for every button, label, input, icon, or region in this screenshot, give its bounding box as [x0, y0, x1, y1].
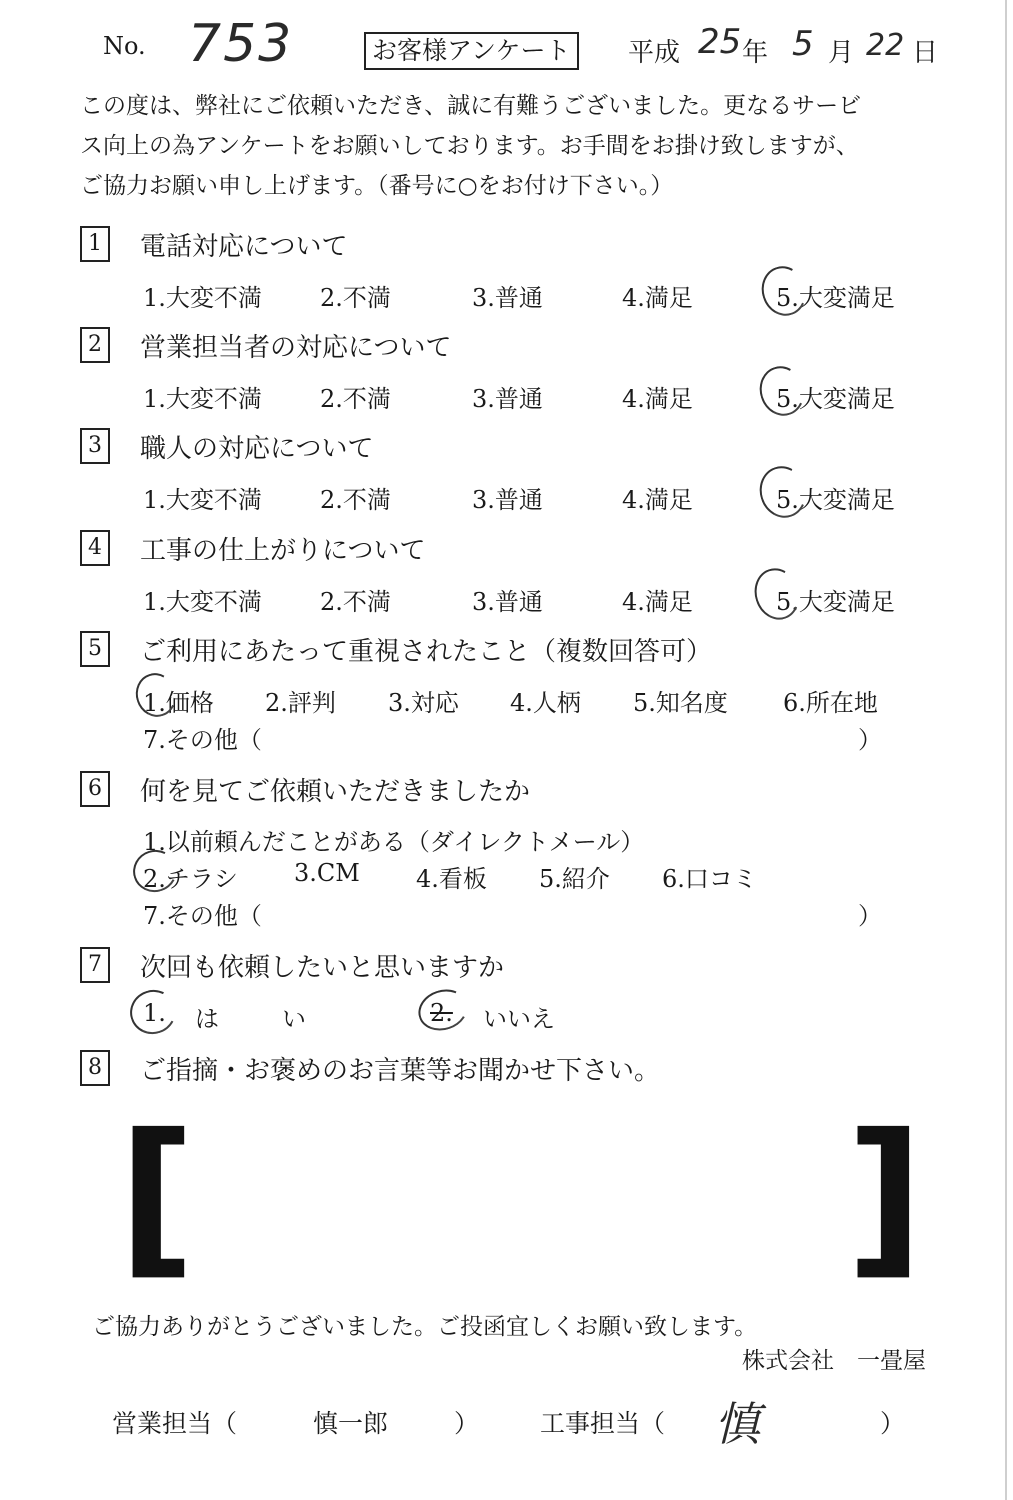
option: 2.評判: [265, 689, 336, 717]
option: 1.大変不満: [143, 588, 262, 616]
option-selected: 5.大変満足: [776, 588, 895, 616]
handwritten-circle-mark: [124, 984, 181, 1040]
option: 6.所在地: [783, 689, 878, 717]
option: 3.CM: [294, 859, 360, 887]
option: 5.知名度: [633, 689, 728, 717]
question-number-box: 3: [80, 428, 110, 464]
intro-line: ス向上の為アンケートをお願いしております。お手間をお掛け致しますが、: [80, 133, 859, 159]
option: 1.大変不満: [143, 284, 262, 312]
option: 1.大変不満: [143, 486, 262, 514]
company-name: 株式会社 一畳屋: [742, 1348, 926, 1374]
question-text: ご指摘・お褒めのお言葉等お聞かせ下さい。: [140, 1056, 661, 1086]
option: 2.不満: [320, 588, 391, 616]
question-number-box: 7: [80, 947, 110, 983]
option-yes-part: は: [195, 1005, 219, 1033]
option-selected: 1.価格: [143, 689, 214, 717]
option: 4.人柄: [510, 689, 581, 717]
construction-rep-close: ）: [880, 1409, 906, 1438]
option-struck-number: 2.: [430, 999, 453, 1027]
option: 2.不満: [320, 486, 391, 514]
handwritten-day: 22: [866, 28, 905, 63]
option-selected-number: 1.: [143, 999, 166, 1027]
option-selected: 5.大変満足: [776, 486, 895, 514]
question-text: 職人の対応について: [140, 434, 374, 464]
era-label: 平成: [628, 38, 681, 68]
question-text: 営業担当者の対応について: [140, 333, 452, 363]
question-text: 次回も依頼したいと思いますか: [140, 953, 505, 983]
question-text: 電話対応について: [140, 232, 348, 262]
option: 3.普通: [472, 385, 543, 413]
comment-bracket-open: [: [118, 1098, 196, 1296]
option: 6.口コミ: [662, 865, 757, 893]
number-label: No.: [103, 32, 146, 60]
sales-rep-close: ）: [454, 1409, 480, 1438]
option: 4.満足: [622, 486, 693, 514]
option: 1.大変不満: [143, 385, 262, 413]
sales-rep-name: 慎一郎: [313, 1409, 389, 1438]
question-number-box: 2: [80, 327, 110, 363]
option-selected: 5.大変満足: [776, 385, 895, 413]
option: いいえ: [483, 1005, 555, 1033]
option-other: 7.その他（: [143, 726, 262, 754]
question-number-box: 1: [80, 226, 110, 262]
option: 3.普通: [472, 486, 543, 514]
construction-rep-handwritten-name: 慎: [714, 1397, 760, 1451]
question-text: 工事の仕上がりについて: [140, 536, 426, 566]
question-text: ご利用にあたって重視されたこと（複数回答可）: [140, 637, 713, 667]
intro-paragraph: [80, 86, 861, 206]
intro-line: この度は、弊社にご依頼いただき、誠に有難うございました。更なるサービ: [80, 93, 862, 119]
option: 2.不満: [320, 385, 391, 413]
year-unit: 年: [742, 38, 769, 68]
thanks-text: ご協力ありがとうございました。ご投函宜しくお願い致します。: [92, 1314, 758, 1340]
option-other: 7.その他（: [143, 902, 262, 930]
option-other-close: ）: [858, 726, 882, 754]
handwritten-year: 25: [698, 22, 742, 62]
sales-rep-label: 営業担当（: [112, 1409, 238, 1438]
option: 3.普通: [472, 284, 543, 312]
option: 4.満足: [622, 385, 693, 413]
question-number-box: 4: [80, 530, 110, 566]
month-unit: 月: [828, 38, 855, 68]
option: 5.紹介: [539, 865, 610, 893]
handwritten-scribble-mark: [413, 983, 473, 1036]
option: 3.対応: [388, 689, 459, 717]
scan-edge: [1005, 0, 1007, 1500]
option: 2.不満: [320, 284, 391, 312]
option-other-close: ）: [858, 902, 882, 930]
option-selected: 5.大変満足: [776, 284, 895, 312]
question-text: 何を見てご依頼いただきましたか: [140, 777, 531, 807]
option: 4.看板: [416, 865, 487, 893]
option-selected: 2.チラシ: [143, 865, 238, 893]
comment-bracket-close: ]: [846, 1098, 924, 1296]
question-number-box: 5: [80, 631, 110, 667]
option: 1.以前頼んだことがある（ダイレクトメール）: [143, 828, 645, 856]
question-number-box: 6: [80, 771, 110, 807]
question-number-box: 8: [80, 1050, 110, 1086]
intro-line: ご協力お願い申し上げます。（番号に○をお付け下さい。）: [80, 173, 674, 199]
survey-title: お客様アンケート: [364, 32, 579, 70]
option-yes-part: い: [282, 1005, 306, 1033]
option: 3.普通: [472, 588, 543, 616]
option: 4.満足: [622, 588, 693, 616]
day-unit: 日: [912, 38, 939, 68]
option: 4.満足: [622, 284, 693, 312]
handwritten-number: 753: [188, 14, 294, 74]
handwritten-month: 5: [792, 24, 814, 64]
construction-rep-label: 工事担当（: [540, 1409, 666, 1438]
